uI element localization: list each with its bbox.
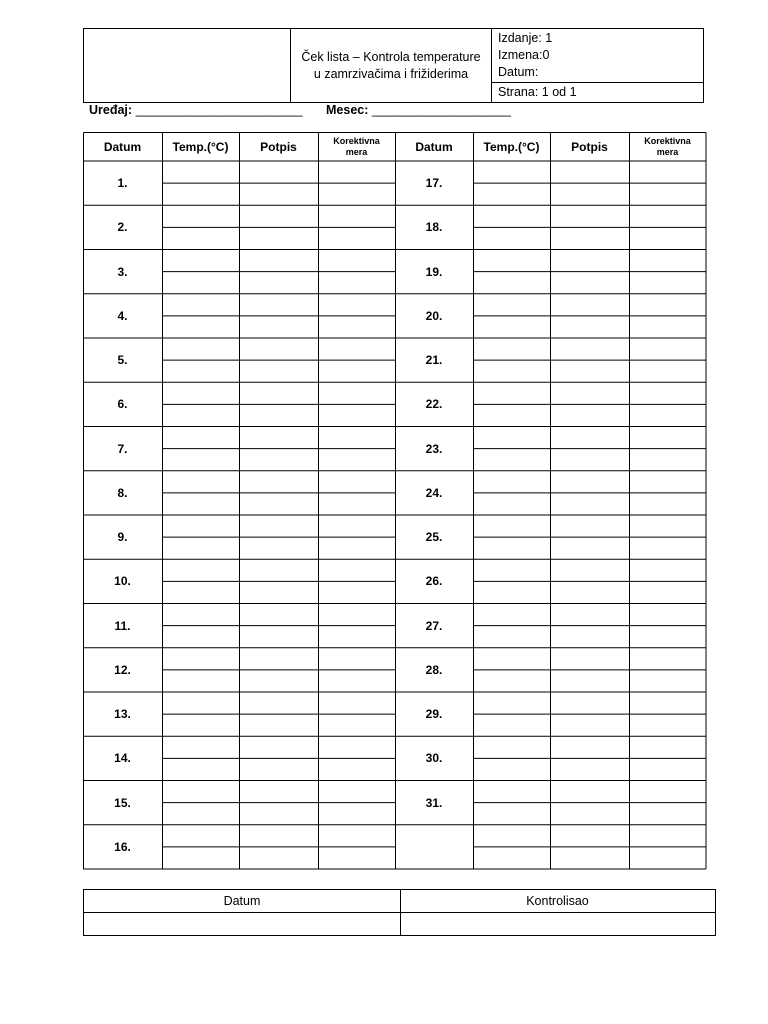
entry-cell[interactable] <box>474 538 549 558</box>
day-number: 22. <box>425 397 443 412</box>
day-number: 26. <box>425 574 443 589</box>
entry-cell[interactable] <box>240 560 317 580</box>
entry-cell[interactable] <box>240 582 317 602</box>
entry-cell[interactable] <box>163 560 238 580</box>
column-header: Korektivna mera <box>333 135 380 157</box>
entry-cell[interactable] <box>630 339 705 359</box>
entry-cell[interactable] <box>474 782 549 802</box>
entry-cell[interactable] <box>551 516 628 536</box>
entry-cell[interactable] <box>474 450 549 470</box>
entry-cell[interactable] <box>630 228 705 248</box>
entry-cell[interactable] <box>630 560 705 580</box>
entry-cell[interactable] <box>630 273 705 293</box>
document-title <box>291 29 492 102</box>
column-header: Potpis <box>571 139 608 154</box>
entry-cell[interactable] <box>630 693 705 713</box>
entry-cell[interactable] <box>240 206 317 226</box>
device-field <box>89 103 302 117</box>
entry-cell[interactable] <box>551 538 628 558</box>
entry-cell[interactable] <box>163 715 238 735</box>
entry-cell[interactable] <box>240 405 317 425</box>
entry-cell[interactable] <box>474 273 549 293</box>
entry-cell[interactable] <box>551 184 628 204</box>
entry-cell[interactable] <box>551 361 628 381</box>
entry-cell[interactable] <box>630 184 705 204</box>
entry-cell[interactable] <box>319 649 394 669</box>
entry-cell[interactable] <box>319 759 394 779</box>
entry-cell[interactable] <box>319 826 394 846</box>
day-number: 14. <box>114 751 131 766</box>
entry-cell[interactable] <box>163 206 238 226</box>
day-number: 8. <box>117 485 128 500</box>
entry-cell[interactable] <box>551 405 628 425</box>
temperature-table <box>83 132 706 869</box>
entry-cell[interactable] <box>240 516 317 536</box>
entry-cell[interactable] <box>630 582 705 602</box>
device-blank[interactable]: ________________________ <box>135 103 303 117</box>
entry-cell[interactable] <box>240 759 317 779</box>
entry-cell[interactable] <box>163 361 238 381</box>
day-number: 30. <box>425 751 443 766</box>
entry-cell[interactable] <box>630 317 705 337</box>
entry-cell[interactable] <box>474 605 549 625</box>
entry-cell[interactable] <box>240 494 317 514</box>
entry-cell[interactable] <box>630 405 705 425</box>
entry-cell[interactable] <box>240 649 317 669</box>
entry-cell[interactable] <box>630 715 705 735</box>
entry-cell[interactable] <box>240 162 317 182</box>
entry-cell[interactable] <box>551 759 628 779</box>
document-info <box>492 29 703 102</box>
entry-cell[interactable] <box>630 428 705 448</box>
entry-cell[interactable] <box>474 228 549 248</box>
entry-cell[interactable] <box>474 472 549 492</box>
entry-cell[interactable] <box>319 405 394 425</box>
entry-cell[interactable] <box>319 428 394 448</box>
entry-cell[interactable] <box>163 737 238 757</box>
entry-cell[interactable] <box>474 317 549 337</box>
entry-cell[interactable] <box>474 560 549 580</box>
day-number: 11. <box>114 618 131 633</box>
entry-cell[interactable] <box>630 450 705 470</box>
day-number: 21. <box>425 353 443 368</box>
entry-cell[interactable] <box>319 162 394 182</box>
day-number: 7. <box>117 441 128 456</box>
day-number: 4. <box>117 308 128 323</box>
entry-cell[interactable] <box>551 339 628 359</box>
entry-cell[interactable] <box>240 339 317 359</box>
entry-cell[interactable] <box>319 383 394 403</box>
day-number: 1. <box>117 176 128 191</box>
entry-cell[interactable] <box>163 582 238 602</box>
entry-cell[interactable] <box>319 605 394 625</box>
entry-cell[interactable] <box>551 450 628 470</box>
entry-cell[interactable] <box>163 649 238 669</box>
entry-cell[interactable] <box>474 826 549 846</box>
entry-cell[interactable] <box>240 184 317 204</box>
entry-cell[interactable] <box>319 715 394 735</box>
entry-cell[interactable] <box>630 361 705 381</box>
entry-cell[interactable] <box>163 428 238 448</box>
entry-cell[interactable] <box>163 339 238 359</box>
day-number: 16. <box>114 839 131 854</box>
signoff-date-header: Datum <box>223 894 261 908</box>
day-number: 2. <box>117 220 128 235</box>
entry-cell[interactable] <box>474 339 549 359</box>
column-header: Datum <box>415 139 453 154</box>
entry-cell[interactable] <box>163 162 238 182</box>
entry-cell[interactable] <box>551 494 628 514</box>
entry-cell[interactable] <box>630 472 705 492</box>
entry-cell[interactable] <box>474 383 549 403</box>
entry-cell[interactable] <box>319 737 394 757</box>
entry-cell[interactable] <box>240 627 317 647</box>
entry-cell[interactable] <box>551 715 628 735</box>
entry-cell[interactable] <box>630 206 705 226</box>
entry-cell[interactable] <box>240 804 317 824</box>
entry-cell[interactable] <box>319 472 394 492</box>
entry-cell[interactable] <box>551 782 628 802</box>
day-number: 9. <box>117 530 128 545</box>
entry-cell[interactable] <box>319 295 394 315</box>
entry-cell[interactable] <box>240 428 317 448</box>
entry-cell[interactable] <box>319 251 394 271</box>
entry-cell[interactable] <box>240 361 317 381</box>
entry-cell[interactable] <box>163 472 238 492</box>
entry-cell[interactable] <box>319 516 394 536</box>
entry-cell[interactable] <box>630 671 705 691</box>
entry-cell[interactable] <box>163 627 238 647</box>
page-text: Strana: 1 od 1 <box>498 85 577 99</box>
signoff-controlled-cell[interactable] <box>401 913 715 935</box>
entry-cell[interactable] <box>630 162 705 182</box>
entry-cell[interactable] <box>474 582 549 602</box>
day-number: 3. <box>117 264 128 279</box>
entry-cell[interactable] <box>319 184 394 204</box>
day-number: 18. <box>425 220 443 235</box>
entry-cell[interactable] <box>319 317 394 337</box>
entry-cell[interactable] <box>630 782 705 802</box>
entry-cell[interactable] <box>474 848 549 868</box>
entry-cell[interactable] <box>551 273 628 293</box>
entry-cell[interactable] <box>630 251 705 271</box>
entry-cell[interactable] <box>319 782 394 802</box>
entry-cell[interactable] <box>630 605 705 625</box>
entry-cell[interactable] <box>551 560 628 580</box>
column-header: Potpis <box>260 139 297 154</box>
entry-cell[interactable] <box>474 206 549 226</box>
entry-cell[interactable] <box>474 759 549 779</box>
day-number: 27. <box>425 618 443 633</box>
entry-cell[interactable] <box>319 228 394 248</box>
entry-cell[interactable] <box>474 405 549 425</box>
entry-cell[interactable] <box>240 273 317 293</box>
entry-cell[interactable] <box>319 627 394 647</box>
entry-cell[interactable] <box>319 273 394 293</box>
day-number: 19. <box>425 264 443 279</box>
day-number: 6. <box>117 397 128 412</box>
entry-cell[interactable] <box>163 317 238 337</box>
entry-cell[interactable] <box>630 295 705 315</box>
entry-cell[interactable] <box>551 627 628 647</box>
entry-cell[interactable] <box>551 737 628 757</box>
entry-cell[interactable] <box>551 251 628 271</box>
entry-cell[interactable] <box>630 538 705 558</box>
entry-cell[interactable] <box>163 228 238 248</box>
entry-cell[interactable] <box>551 826 628 846</box>
entry-cell[interactable] <box>319 361 394 381</box>
entry-cell[interactable] <box>319 494 394 514</box>
entry-cell[interactable] <box>474 627 549 647</box>
entry-cell[interactable] <box>319 538 394 558</box>
entry-cell[interactable] <box>551 472 628 492</box>
entry-cell[interactable] <box>319 671 394 691</box>
entry-cell[interactable] <box>163 671 238 691</box>
device-label: Uređaj: <box>89 103 133 117</box>
entry-cell[interactable] <box>240 383 317 403</box>
entry-cell[interactable] <box>319 582 394 602</box>
entry-cell[interactable] <box>163 538 238 558</box>
entry-cell[interactable] <box>240 848 317 868</box>
entry-cell[interactable] <box>474 516 549 536</box>
entry-cell[interactable] <box>474 671 549 691</box>
day-number: 20. <box>425 308 443 323</box>
entry-cell[interactable] <box>163 184 238 204</box>
entry-cell[interactable] <box>474 428 549 448</box>
entry-cell[interactable] <box>319 450 394 470</box>
entry-cell[interactable] <box>630 826 705 846</box>
logo-placeholder <box>84 29 291 102</box>
entry-cell[interactable] <box>240 450 317 470</box>
entry-cell[interactable] <box>163 251 238 271</box>
entry-cell[interactable] <box>474 693 549 713</box>
entry-cell[interactable] <box>630 759 705 779</box>
entry-cell[interactable] <box>474 162 549 182</box>
entry-cell[interactable] <box>551 605 628 625</box>
entry-cell[interactable] <box>319 206 394 226</box>
entry-cell[interactable] <box>240 605 317 625</box>
entry-cell[interactable] <box>240 782 317 802</box>
signoff-date-cell[interactable] <box>84 913 399 935</box>
entry-cell[interactable] <box>163 848 238 868</box>
signoff-table <box>83 889 716 936</box>
title-line-2: u zamrzivačima i frižiderima <box>313 66 469 81</box>
entry-cell[interactable] <box>163 494 238 514</box>
entry-cell[interactable] <box>551 317 628 337</box>
entry-cell[interactable] <box>474 804 549 824</box>
column-header: Datum <box>103 139 142 154</box>
entry-cell[interactable] <box>163 295 238 315</box>
day-number: 10. <box>114 574 131 589</box>
entry-cell[interactable] <box>551 228 628 248</box>
entry-cell[interactable] <box>163 450 238 470</box>
entry-cell[interactable] <box>319 804 394 824</box>
entry-cell[interactable] <box>240 693 317 713</box>
column-header: Temp.(°C) <box>172 139 229 154</box>
date-text: Datum: <box>498 65 539 79</box>
entry-cell[interactable] <box>630 516 705 536</box>
entry-cell[interactable] <box>474 295 549 315</box>
day-number: 31. <box>425 795 443 810</box>
entry-cell[interactable] <box>551 428 628 448</box>
info-divider <box>492 82 703 83</box>
entry-cell[interactable] <box>630 383 705 403</box>
day-number: 28. <box>425 662 443 677</box>
entry-cell[interactable] <box>163 826 238 846</box>
entry-cell[interactable] <box>630 848 705 868</box>
column-header: Temp.(°C) <box>483 139 540 154</box>
entry-cell[interactable] <box>319 693 394 713</box>
entry-cell[interactable] <box>240 826 317 846</box>
entry-cell[interactable] <box>551 383 628 403</box>
entry-cell[interactable] <box>551 848 628 868</box>
entry-cell[interactable] <box>240 251 317 271</box>
entry-cell[interactable] <box>319 848 394 868</box>
signoff-controlled-header: Kontrolisao <box>526 894 589 908</box>
entry-cell[interactable] <box>551 582 628 602</box>
entry-cell[interactable] <box>551 671 628 691</box>
column-header: Korektivna mera <box>644 135 691 157</box>
day-number: 12. <box>114 662 131 677</box>
entry-cell[interactable] <box>630 627 705 647</box>
entry-cell[interactable] <box>474 715 549 735</box>
month-field <box>326 103 511 117</box>
entry-cell[interactable] <box>474 184 549 204</box>
entry-cell[interactable] <box>474 737 549 757</box>
entry-cell[interactable] <box>240 715 317 735</box>
day-number: 29. <box>425 707 443 722</box>
document-header <box>83 28 704 103</box>
entry-cell[interactable] <box>163 605 238 625</box>
entry-cell[interactable] <box>163 273 238 293</box>
entry-cell[interactable] <box>163 759 238 779</box>
edition-text: Izdanje: 1 <box>498 31 553 45</box>
day-number: 5. <box>117 353 128 368</box>
entry-cell[interactable] <box>240 472 317 492</box>
month-label: Mesec: <box>326 103 369 117</box>
day-number: 13. <box>114 707 131 722</box>
entry-cell[interactable] <box>630 494 705 514</box>
entry-cell[interactable] <box>474 251 549 271</box>
entry-cell[interactable] <box>551 804 628 824</box>
entry-cell[interactable] <box>630 737 705 757</box>
entry-cell[interactable] <box>551 206 628 226</box>
title-line-1: Ček lista – Kontrola temperature <box>301 49 481 64</box>
day-number: 23. <box>425 441 443 456</box>
entry-cell[interactable] <box>240 671 317 691</box>
entry-cell[interactable] <box>240 295 317 315</box>
entry-cell[interactable] <box>163 804 238 824</box>
entry-cell[interactable] <box>551 649 628 669</box>
day-number: 15. <box>114 795 131 810</box>
entry-cell[interactable] <box>163 516 238 536</box>
entry-cell[interactable] <box>240 538 317 558</box>
entry-cell[interactable] <box>163 383 238 403</box>
entry-cell[interactable] <box>319 560 394 580</box>
entry-cell[interactable] <box>474 361 549 381</box>
entry-cell[interactable] <box>551 295 628 315</box>
entry-cell[interactable] <box>474 494 549 514</box>
entry-cell[interactable] <box>474 649 549 669</box>
entry-cell[interactable] <box>319 339 394 359</box>
month-blank[interactable]: ____________________ <box>371 103 511 117</box>
entry-cell[interactable] <box>163 693 238 713</box>
entry-cell[interactable] <box>240 737 317 757</box>
entry-cell[interactable] <box>240 317 317 337</box>
entry-cell[interactable] <box>551 693 628 713</box>
revision-text: Izmena:0 <box>498 48 550 62</box>
day-number: 17. <box>425 176 443 191</box>
entry-cell[interactable] <box>163 782 238 802</box>
entry-cell[interactable] <box>630 804 705 824</box>
entry-cell[interactable] <box>551 162 628 182</box>
entry-cell[interactable] <box>163 405 238 425</box>
day-number: 25. <box>425 530 443 545</box>
day-number: 24. <box>425 485 443 500</box>
entry-cell[interactable] <box>240 228 317 248</box>
entry-cell[interactable] <box>630 649 705 669</box>
